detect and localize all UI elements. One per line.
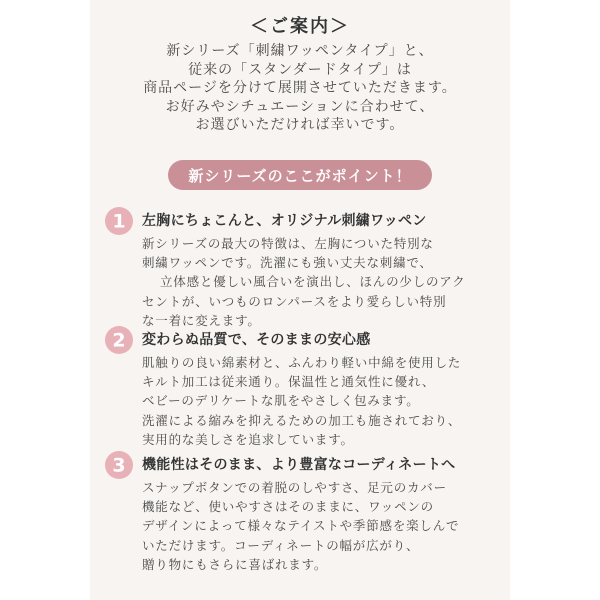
point-line: 立体感と優しい風合いを演出し、ほんの少しのアク xyxy=(160,274,466,290)
intro-line: 新シリーズ「刺繍ワッペンタイプ」と、 xyxy=(166,43,434,59)
point-line: 肌触りの良い綿素材と、ふんわり軽い中綿を使用した xyxy=(142,355,462,370)
point-line: 実用的な美しさを追求しています。 xyxy=(142,431,354,447)
points-heading-pill xyxy=(168,160,432,190)
point-line: セントが、いつものロンパースをより愛らしい特別 xyxy=(142,293,447,309)
point-line: 新シリーズの最大の特徴は、左胸についた特別な xyxy=(142,236,434,251)
badge-number: 1 xyxy=(112,210,126,233)
point-line: デザインによって様々なテイストや季節感を楽しんで xyxy=(142,518,460,534)
point-line: 機能など、使いやすさはそのままに、ワッペンの xyxy=(142,499,434,515)
intro-line: お選びいただければ幸いです。 xyxy=(195,117,405,134)
number-badge-icon xyxy=(104,450,134,480)
badge-number: 2 xyxy=(112,329,126,352)
point-line: 贈り物にもさらに喜ばれます。 xyxy=(142,556,328,572)
point-body xyxy=(142,234,502,330)
point-line: 洗濯による縮みを抑えるための加工も施されており、 xyxy=(142,412,462,428)
intro-text xyxy=(90,42,510,135)
number-badge-icon xyxy=(104,206,134,236)
badge-number: 3 xyxy=(112,454,126,477)
point-title: 機能性はそのまま、より豊富なコーディネートへ xyxy=(142,457,456,473)
point-line: な一着に変えます。 xyxy=(142,312,261,328)
point-body xyxy=(142,478,502,574)
guide-title: ＜ご案内＞ xyxy=(250,16,350,37)
guide-card xyxy=(90,0,510,600)
intro-line: お好みやシチュエーションに合わせて、 xyxy=(165,98,435,115)
point-title: 左胸にちょこんと、オリジナル刺繍ワッペン xyxy=(142,213,427,229)
point-line: キルト加工は従来通り。保温性と通気性に優れ、 xyxy=(142,374,436,390)
point-line: ベビーのデリケートな肌をやさしく包みます。 xyxy=(142,393,420,409)
point-line: いただけます。コーディネートの幅が広がり、 xyxy=(142,537,420,553)
point-line: スナップボタンでの着脱のしやすさ、足元のカバー xyxy=(142,480,447,495)
point-line: 刺繍ワッペンです。洗濯にも強い丈夫な刺繍で、 xyxy=(142,255,433,271)
intro-line: 従来の「スタンダードタイプ」は xyxy=(188,61,412,78)
point-title: 変わらぬ品質で、そのままの安心感 xyxy=(142,332,371,348)
intro-line: 商品ページを分けて展開させていただきます。 xyxy=(143,80,457,97)
points-heading: 新シリーズのここがポイント！ xyxy=(188,166,412,185)
point-body xyxy=(142,353,502,449)
number-badge-icon xyxy=(104,325,134,355)
